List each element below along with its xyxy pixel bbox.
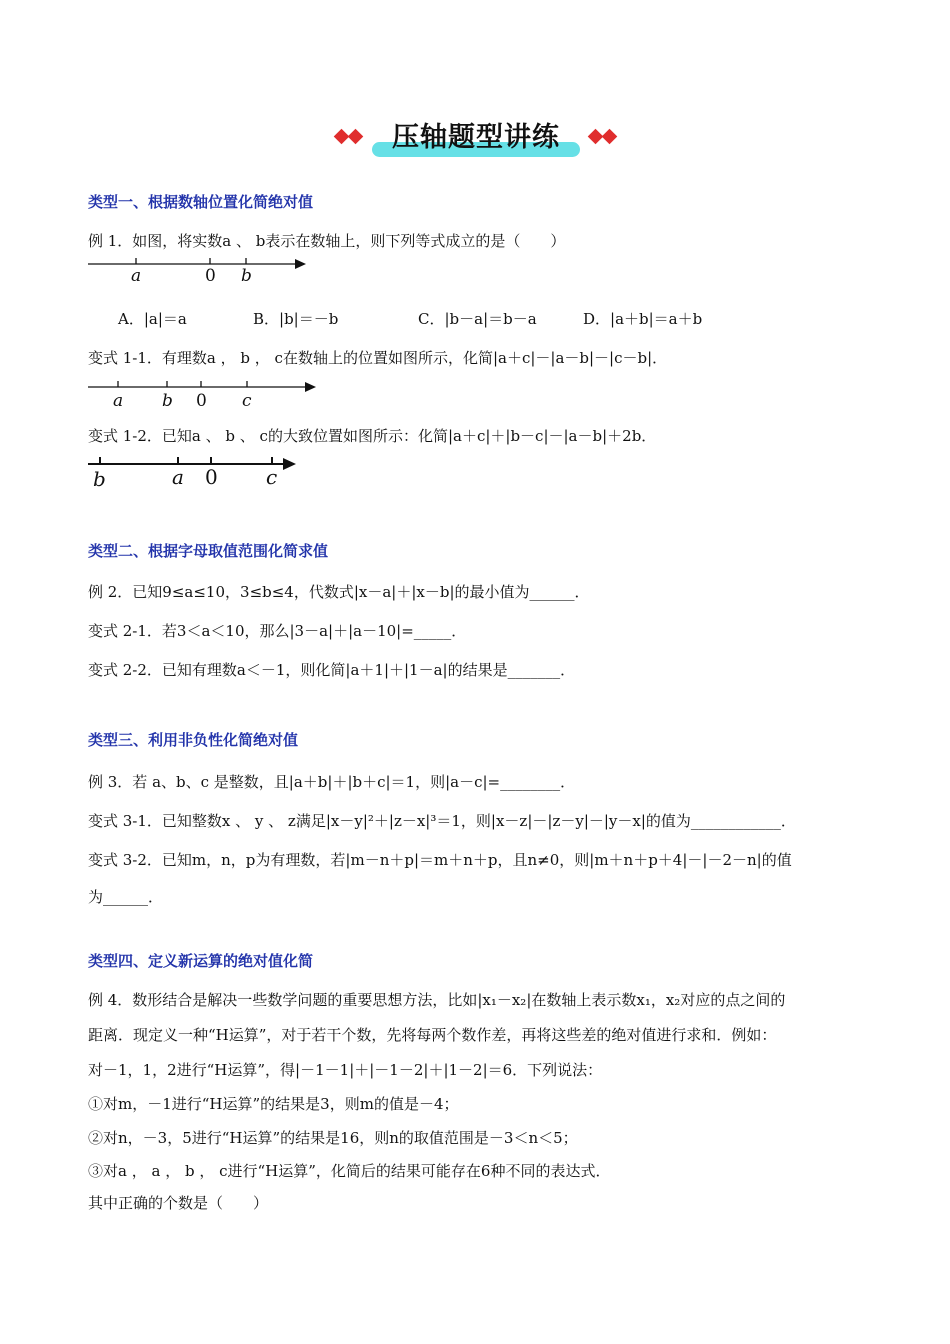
variant-3-2-line-1: 变式 3-2．已知m，n，p为有理数，若|m－n＋p|＝m＋n＋p，且n≠0，则|m＋n＋p＋4|－|－2－n|的值 xyxy=(88,851,792,869)
variant-1-1: 变式 1-1．有理数a ， b ， c在数轴上的位置如图所示，化简|a＋c|－|a－b|－|c－b|． xyxy=(88,349,668,367)
variant-3-2-line-2: 为______． xyxy=(88,888,164,906)
axis-label: 0 xyxy=(205,465,218,489)
axis-label: 0 xyxy=(205,266,216,286)
axis-label: b xyxy=(241,266,252,286)
example-4-statement-1: ①对m，－1进行“H运算”的结果是3，则m的值是－4； xyxy=(88,1095,459,1113)
section-heading-4: 类型四、定义新运算的绝对值化简 xyxy=(88,952,314,970)
example-3: 例 3．若 a、b、c 是整数，且|a＋b|＋|b＋c|＝1，则|a－c|=________． xyxy=(88,773,576,791)
example-4-line: 距离．现定义一种“H运算”，对于若干个数，先将每两个数作差，再将这些差的绝对值进行求和．例如： xyxy=(88,1026,777,1044)
axis-label: b xyxy=(162,391,173,411)
example-4-line: 例 4．数形结合是解决一些数学问题的重要思想方法，比如|x₁－x₂|在数轴上表示数x₁，x₂对应的点之间的 xyxy=(88,991,786,1009)
option-a[interactable]: A．|a|＝a xyxy=(118,310,187,328)
axis-label: c xyxy=(242,391,252,411)
option-b[interactable]: B．|b|＝－b xyxy=(253,310,339,328)
example-4-question: 其中正确的个数是（ ） xyxy=(88,1194,269,1212)
axis-label: a xyxy=(172,465,184,489)
axis-label: c xyxy=(266,465,278,489)
option-d[interactable]: D．|a＋b|＝a＋b xyxy=(583,310,703,328)
example-2: 例 2．已知9≤a≤10，3≤b≤4，代数式|x－a|＋|x－b|的最小值为______． xyxy=(88,583,590,601)
axis-label: b xyxy=(93,467,106,491)
example-1-stem: 例 1．如图，将实数a 、 b表示在数轴上，则下列等式成立的是（ ） xyxy=(88,232,566,250)
section-heading-3: 类型三、利用非负性化简绝对值 xyxy=(88,731,299,749)
example-4-statement-2: ②对n，－3，5进行“H运算”的结果是16，则n的取值范围是－3＜n＜5； xyxy=(88,1129,578,1147)
page-title: 压轴题型讲练 xyxy=(392,122,560,153)
section-heading-1: 类型一、根据数轴位置化简绝对值 xyxy=(88,193,314,211)
number-line-ex1 xyxy=(88,258,306,286)
example-4-line: 对－1，1，2进行“H运算”，得|－1－1|＋|－1－2|＋|1－2|＝6．下列说法： xyxy=(88,1061,603,1079)
variant-2-2: 变式 2-2．已知有理数a＜－1，则化简|a＋1|＋|1－a|的结果是_______． xyxy=(88,661,576,679)
variant-1-2: 变式 1-2．已知a 、 b 、 c的大致位置如图所示：化简|a＋c|＋|b－c|－|a－b|＋2b． xyxy=(88,427,657,445)
number-line-v12 xyxy=(88,457,296,491)
axis-label: 0 xyxy=(196,391,207,411)
variant-2-1: 变式 2-1．若3＜a＜10，那么|3－a|＋|a－10|=_____． xyxy=(88,622,467,640)
example-4-statement-3: ③对a ， a ， b ， c进行“H运算”，化简后的结果可能存在6种不同的表达式． xyxy=(88,1162,611,1180)
axis-label: a xyxy=(113,391,124,411)
option-c[interactable]: C．|b－a|＝b－a xyxy=(418,310,537,328)
variant-3-1: 变式 3-1．已知整数x 、 y 、 z满足|x－y|²＋|z－x|³＝1，则|x－z|－|z－y|－|y－x|的值为____________． xyxy=(88,812,796,830)
axis-label: a xyxy=(131,266,142,286)
number-line-v11 xyxy=(88,381,316,411)
section-heading-2: 类型二、根据字母取值范围化简求值 xyxy=(88,542,329,560)
